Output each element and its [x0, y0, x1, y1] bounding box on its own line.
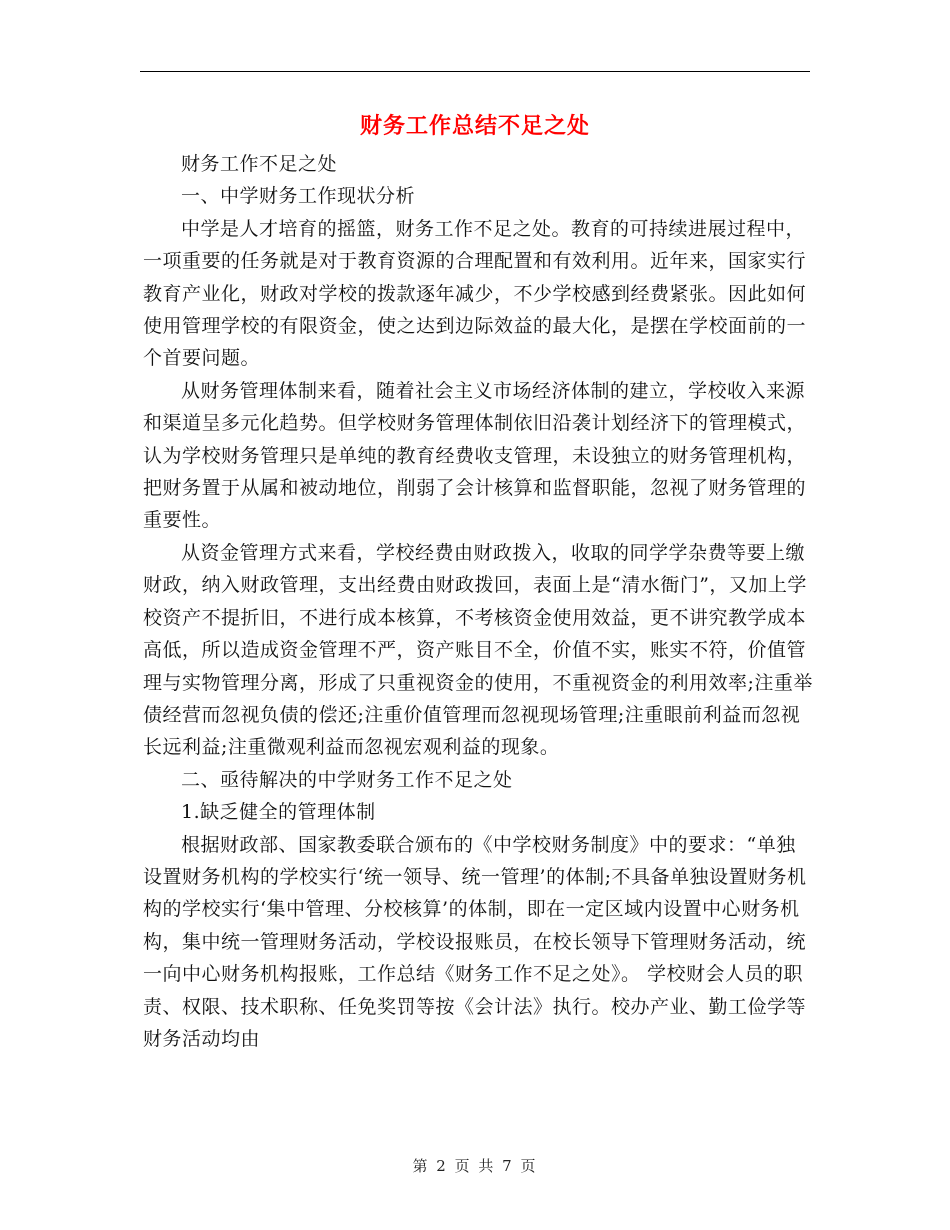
- subsection-heading: 1.缺乏健全的管理体制: [181, 801, 376, 824]
- page-number: 第 2 页 共 7 页: [412, 1157, 538, 1175]
- paragraph: 根据财政部、国家教委联合颁布的《中学校财务制度》中的要求：“单独设置财务机构的学校实行‘统一领导、统一管理’的体制;不具备单独设置财务机构的学校实行‘集中管理、分校核算’的体制，即在一定区域内设置中心财务机构，集中统一管理财务活动，学校设报账员，在校长领导下管理财务活动，统一向中心财务机构报账，工作总结《财务工作不足之处》。 学校财会人员的职责、权限、技术职称、任免奖罚等按《会计法》执行。校办产业、勤工俭学等财务活动均由: [143, 833, 807, 1050]
- document-title: 财务工作总结不足之处: [359, 113, 590, 139]
- paragraph: 从财务管理体制来看，随着社会主义市场经济体制的建立，学校收入来源和渠道呈多元化趋势。但学校财务管理体制依旧沿袭计划经济下的管理模式，认为学校财务管理只是单纯的教育经费收支管理，未设独立的财务管理机构，把财务置于从属和被动地位，削弱了会计核算和监督职能，忽视了财务管理的重要性。: [143, 379, 807, 532]
- header-rule: [140, 71, 810, 72]
- paragraph: 中学是人才培育的摇篮，财务工作不足之处。教育的可持续进展过程中，一项重要的任务就是对于教育资源的合理配置和有效利用。近年来，国家实行教育产业化，财政对学校的拨款逐年减少，不少学校感到经费紧张。因此如何使用管理学校的有限资金，使之达到边际效益的最大化，是摆在学校面前的一个首要问题。: [143, 217, 807, 370]
- section-heading-2: 二、亟待解决的中学财务工作不足之处: [181, 768, 513, 791]
- document-body: [143, 148, 813, 1055]
- paragraph: 从资金管理方式来看，学校经费由财政拨入，收取的同学学杂费等要上缴财政，纳入财政管理，支出经费由财政拨回，表面上是“清水衙门”，又加上学校资产不提折旧，不进行成本核算，不考核资金使用效益，更不讲究教学成本高低，所以造成资金管理不严，资产账目不全，价值不实，账实不符，价值管理与实物管理分离，形成了只重视资金的使用，不重视资金的利用效率;注重举债经营而忽视负债的偿还;注重价值管理而忽视现场管理;注重眼前利益而忽视长远利益;注重微观利益而忽视宏观利益的现象。: [143, 541, 813, 759]
- section-heading-1: 一、中学财务工作现状分析: [181, 185, 416, 208]
- paragraph-subtitle: 财务工作不足之处: [181, 153, 338, 175]
